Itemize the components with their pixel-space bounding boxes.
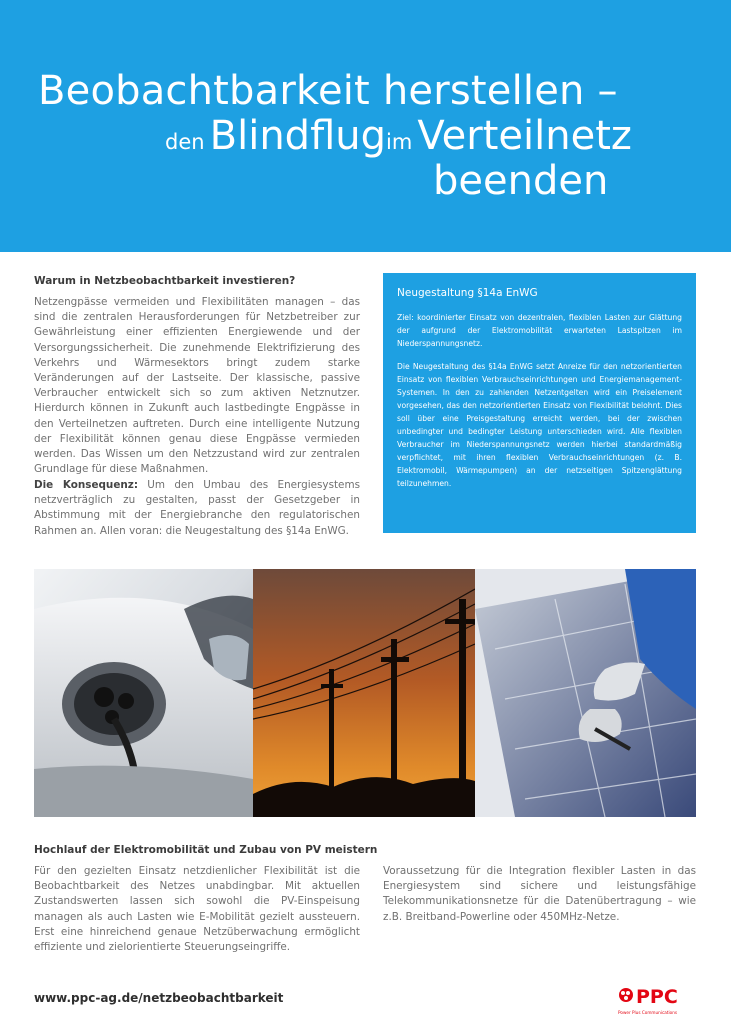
solar-panel-photo [475,569,696,817]
consequence-paragraph [34,478,360,539]
ppc-logo-subtitle: Power Plus Communications [618,1010,678,1015]
ev-charging-illustration [34,569,253,817]
info-box-body: Die Neugestaltung des §14a EnWG setzt Anreize für den netzorientierten Einsatz von flexiblen Verbrauchseinrichtungen und Energiemanagement-Systemen. In den zu zahlenden Netzentgelten wird ein Preiselement vorgesehen, das den netzorientierten Einsatz von Flexibilität belohnt. Dies soll über eine Preisgestaltung erreicht werden, bei der zwischen unbedingter und bedingter Leistung unterschieden wird. Alle flexiblen Verbraucher im Niederspannungsnetz werden hierbei standardmäßig verpflichtet, mit ihren flexiblen Verbrauchseinrichtungen (z. B. Elektromobil, Wärmepumpen) an der netzseitigen Spitzenglättung teilzunehmen. [397,362,682,488]
intro-paragraph: Netzengpässe vermeiden und Flexibilitäten managen – das sind die zentralen Herausforderungen für Netzbetreiber zur Gewährleistung einer effizienten Energiewende und der Versorgungssicherheit. Die zunehmende Elektrifizierung des Verkehrs und Wärmesektors bringt zudem starke Veränderungen auf der Lastseite. Der klassische, passive Verbraucher entwickelt sich so zum aktiven Netznutzer. Hierdurch können in Zukunft auch lastbedingte Engpässe in den Verteilnetzen auftreten. Durch eine intelligente Nutzung der Flexibilität können genau diese Engpässe vermieden werden. Das Wissen um den Netzzustand wird zur zentralen Grundlage für diese Maßnahmen. [34,296,360,476]
consequence-label: Die Konsequenz: [34,479,138,491]
info-box-title: Neugestaltung §14a EnWG [397,287,538,299]
ppc-logo-text: PPC [636,986,678,1008]
ev-charging-photo [34,569,253,817]
ppc-logo-mark-icon [618,985,698,1017]
info-box-goal: Ziel: koordinierter Einsatz von dezentralen, flexiblen Lasten zur Glättung der aufgrund der Elektromobilität erwarteten Lastspitzen im Niederspannungsnetz. [397,313,682,348]
ppc-logo [618,985,698,1017]
section2-right-paragraph: Voraussetzung für die Integration flexibler Lasten in das Energiesystem sind sichere und leistungsfähige Telekommunikationsnetze für die Datenübertragung – wie z.B. Breitband-Powerline oder 450MHz-Netze. [383,865,696,923]
solar-panel-illustration [475,569,696,817]
intro-title: Warum in Netzbeobachtbarkeit investieren? [34,275,296,287]
power-lines-illustration [253,569,475,817]
section2-left-paragraph: Für den gezielten Einsatz netzdienlicher Flexibilität ist die Beobachtbarkeit des Netzes unabdingbar. Mit aktuellen Zustandswerten lassen sich sowohl die PV-Einspeisung managen als auch Lasten wie E-Mobilität gezielt aussteuern. Erst eine hinreichend genaue Netzüberwachung ermöglicht effiziente und zielorientierte Steuerungseingriffe. [34,865,360,954]
headline-word-im: im [386,130,413,154]
section2-title: Hochlauf der Elektromobilität und Zubau von PV meistern [34,844,378,856]
headline-word-blindflug: Blindflug [209,113,387,159]
photo-strip [34,569,696,817]
power-lines-photo [253,569,475,817]
headline-line-3: beenden [433,158,609,204]
footer-url-link[interactable]: www.ppc-ag.de/netzbeobachtbarkeit [34,991,284,1005]
header-banner [0,0,731,252]
consequence-text: Um den Umbau des Energiesystems netzverträglich zu gestalten, passt der Gesetzgeber in Abstimmung mit der Energiebranche den regulatorischen Rahmen an. Allen voran: die Neugestaltung des §14a EnWG. [34,479,360,537]
headline-word-verteilnetz: Verteilnetz [417,113,632,159]
info-box-14a [383,273,696,533]
headline-word-den: den [165,130,205,154]
headline-line-1: Beobachtbarkeit herstellen – [38,68,618,114]
headline-line-2 [165,113,632,159]
